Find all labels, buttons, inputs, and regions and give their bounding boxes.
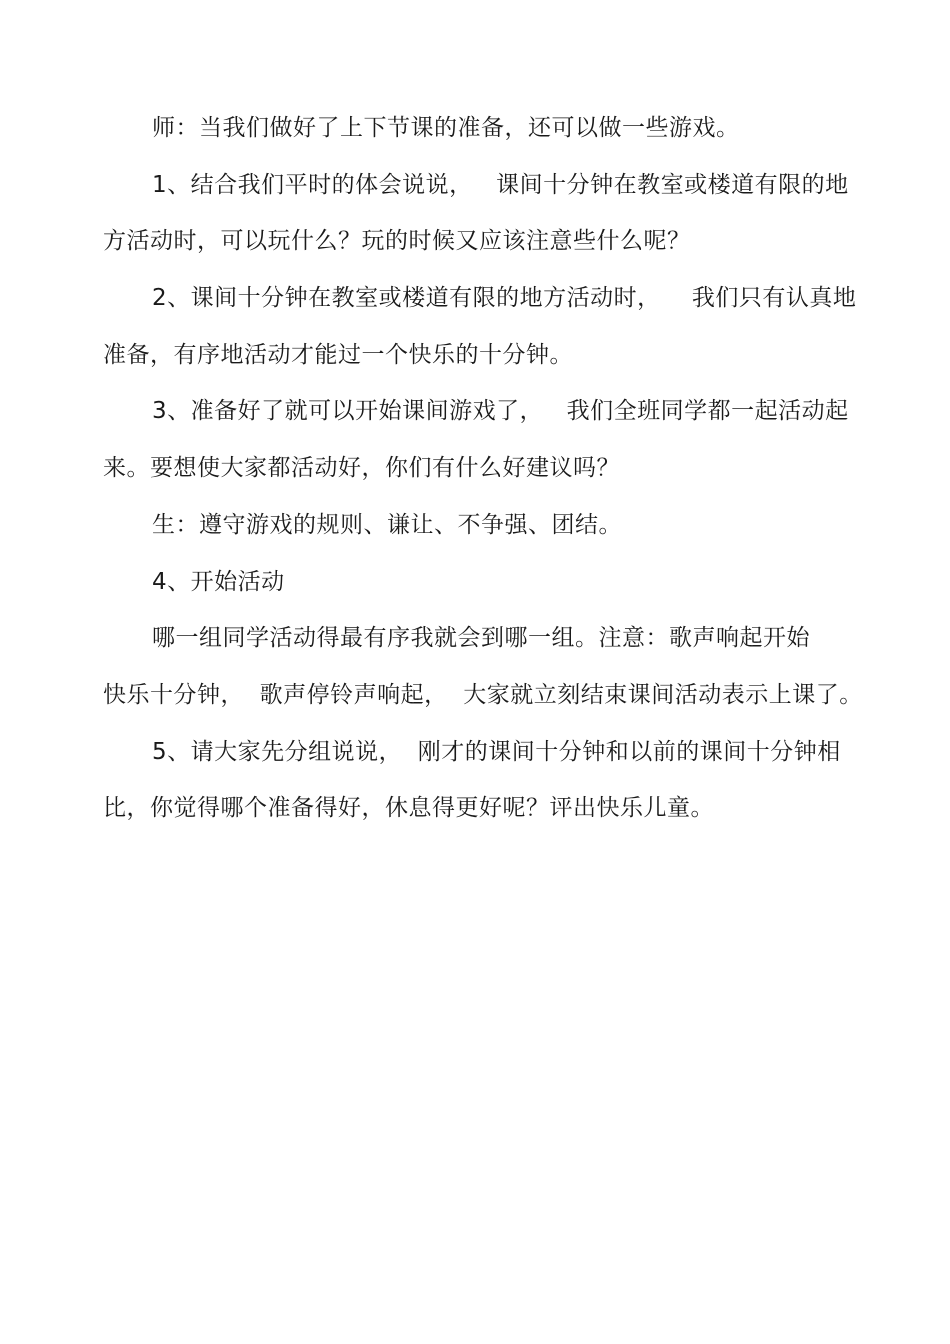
paragraph-item-5-line-1: 5、请大家先分组说说， 刚才的课间十分钟和以前的课间十分钟相 [152,739,841,765]
paragraph-teacher-line: 师：当我们做好了上下节课的准备，还可以做一些游戏。 [152,115,740,141]
paragraph-item-3-line-1: 3、准备好了就可以开始课间游戏了， 我们全班同学都一起活动起 [152,398,849,424]
paragraph-item-5-line-2: 比，你觉得哪个准备得好，休息得更好呢？评出快乐儿童。 [103,795,714,821]
paragraph-activity-line-1: 哪一组同学活动得最有序我就会到哪一组。注意：歌声响起开始 [152,625,810,651]
paragraph-item-1-line-1: 1、结合我们平时的体会说说， 课间十分钟在教室或楼道有限的地 [152,172,849,198]
paragraph-item-4-line: 4、开始活动 [152,569,285,595]
paragraph-item-2-line-2: 准备，有序地活动才能过一个快乐的十分钟。 [103,342,573,368]
paragraph-student-line: 生：遵守游戏的规则、谦让、不争强、团结。 [152,512,622,538]
paragraph-item-2-line-1: 2、课间十分钟在教室或楼道有限的地方活动时， 我们只有认真地 [152,285,857,311]
paragraph-activity-line-2: 快乐十分钟， 歌声停铃声响起， 大家就立刻结束课间活动表示上课了。 [103,682,863,708]
paragraph-item-3-line-2: 来。要想使大家都活动好，你们有什么好建议吗？ [103,455,620,481]
paragraph-item-1-line-2: 方活动时，可以玩什么？玩的时候又应该注意些什么呢？ [103,228,691,254]
